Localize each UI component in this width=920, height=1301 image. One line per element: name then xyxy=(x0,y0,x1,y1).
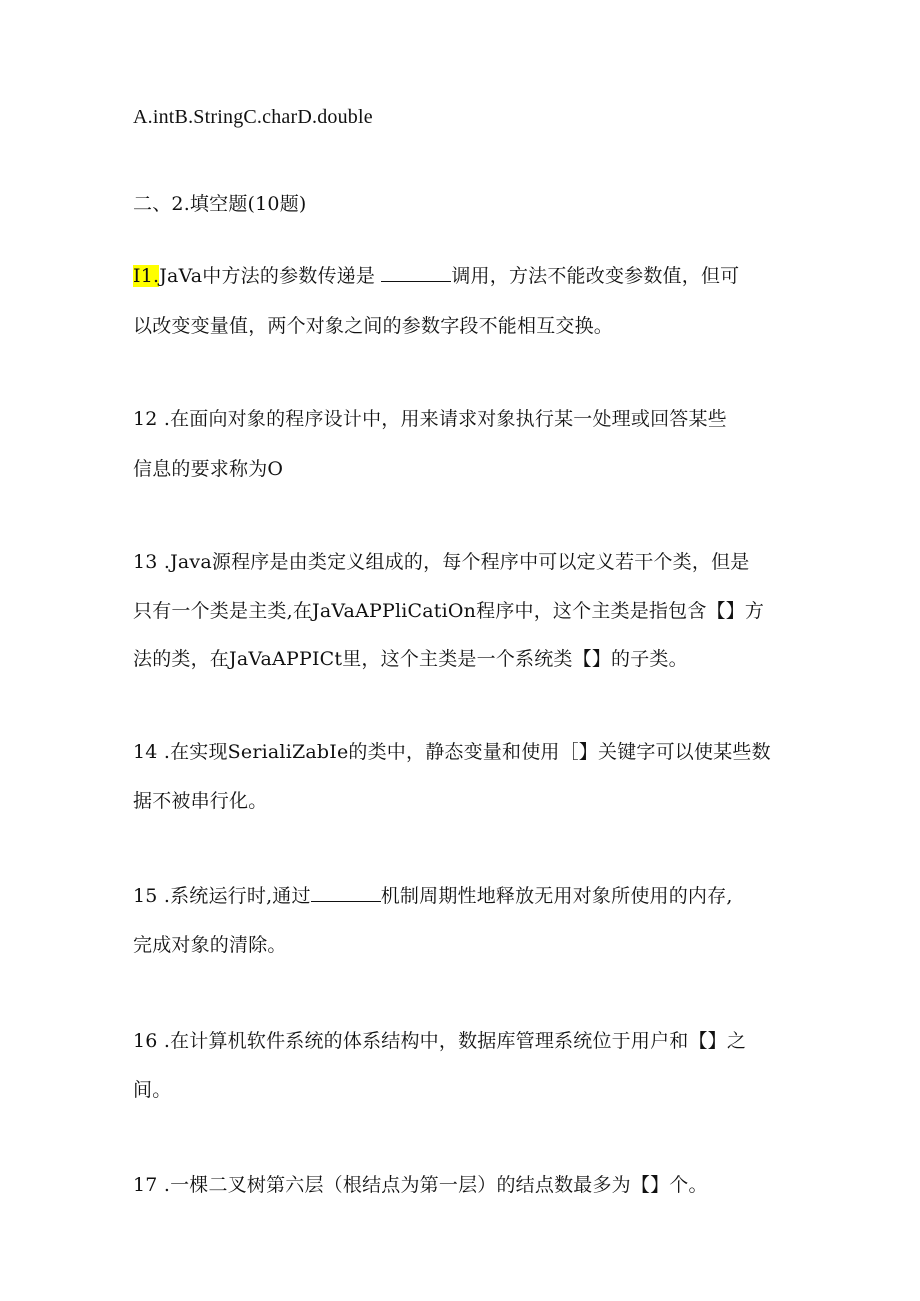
question-15-text-b: 机制周期性地释放无用对象所使用的内存, xyxy=(380,885,733,907)
question-14-line-1 xyxy=(133,740,771,764)
question-13-line-3: 法的类，在JaVaAPPICt里，这个主类是一个系统类【】的子类。 xyxy=(133,648,688,670)
question-12-line-2: 信息的要求称为O xyxy=(133,458,284,480)
question-17-line-1 xyxy=(133,1173,708,1197)
question-12-line-1 xyxy=(133,407,727,431)
question-17-number: 17 xyxy=(133,1174,158,1196)
question-13-line-2: 只有一个类是主类,在JaVaAPPliCatiOn程序中，这个主类是指包含【】方 xyxy=(133,600,765,622)
question-11-line-2: 以改变变量值，两个对象之间的参数字段不能相互交换。 xyxy=(133,315,614,337)
question-15-text-a: .系统运行时,通过 xyxy=(163,885,311,907)
question-14-line-2: 据不被串行化。 xyxy=(133,790,268,812)
question-11-text-a: JaVa中方法的参数传递是 xyxy=(159,265,376,287)
question-16-line-2: 间。 xyxy=(133,1079,172,1101)
question-11-number: I1. xyxy=(133,265,160,287)
question-13-text: .Java源程序是由类定义组成的，每个程序中可以定义若干个类，但是 xyxy=(163,551,750,573)
question-13-line-1 xyxy=(133,550,749,574)
section-header: 二、2.填空题(10题) xyxy=(133,193,307,215)
options-line: A.intB.StringC.charD.double xyxy=(133,106,373,128)
question-12-number: 12 xyxy=(133,408,158,430)
question-11-text-b: 调用，方法不能改变参数值，但可 xyxy=(451,265,740,287)
question-16-text: .在计算机软件系统的体系结构中，数据库管理系统位于用户和【】之 xyxy=(163,1030,747,1052)
question-14-text: .在实现SerialiZabIe的类中，静态变量和使用［】关键字可以使某些数 xyxy=(163,741,771,763)
question-17-text: .一棵二叉树第六层（根结点为第一层）的结点数最多为【】个。 xyxy=(163,1174,708,1196)
question-12-text: .在面向对象的程序设计中，用来请求对象执行某一处理或回答某些 xyxy=(163,408,727,430)
question-15-number: 15 xyxy=(133,885,158,907)
question-14-number: 14 xyxy=(133,741,158,763)
question-16-number: 16 xyxy=(133,1030,158,1052)
question-15-line-1 xyxy=(133,884,733,908)
question-11-line-1 xyxy=(133,264,739,288)
question-13-number: 13 xyxy=(133,551,158,573)
question-15-blank xyxy=(311,885,381,902)
question-11-blank xyxy=(381,265,451,282)
question-15-line-2: 完成对象的清除。 xyxy=(133,934,287,956)
question-16-line-1 xyxy=(133,1029,746,1053)
